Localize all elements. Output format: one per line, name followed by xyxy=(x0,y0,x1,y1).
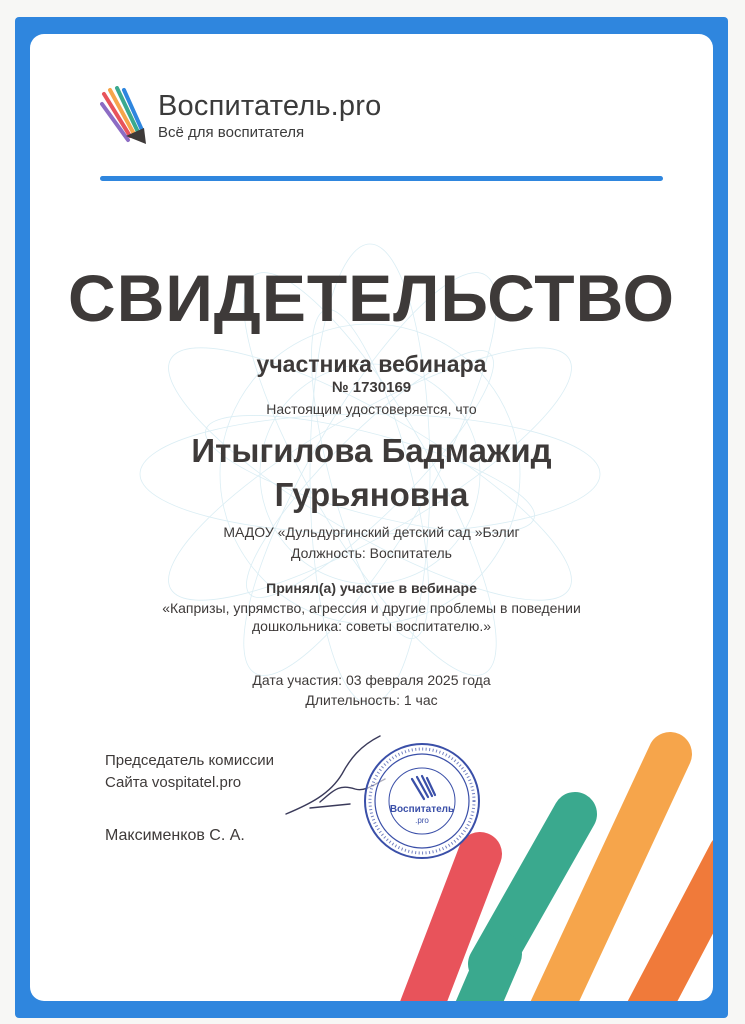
certificate-subtitle: участника вебинара xyxy=(256,351,487,377)
position: Должность: Воспитатель xyxy=(291,545,452,561)
brand-tagline: Всё для воспитателя xyxy=(158,124,305,141)
participation-heading: Принял(а) участие в вебинаре xyxy=(266,580,477,596)
signatory-role-line-2: Сайта vospitatel.pro xyxy=(105,774,242,791)
webinar-topic-line-2: дошкольника: советы воспитателю.» xyxy=(252,618,491,634)
participation-duration: Длительность: 1 час xyxy=(305,692,438,708)
organization: МАДОУ «Дульдургинский детский сад »Бэлиг xyxy=(223,524,520,540)
certifies-text: Настоящим удостоверяется, что xyxy=(266,401,477,417)
seal-center-text: Воспитатель xyxy=(389,804,455,815)
seal-center-subtext: .pro xyxy=(415,816,429,825)
certificate-number: № 1730169 xyxy=(331,379,412,396)
official-seal-icon xyxy=(362,741,482,861)
participation-date: Дата участия: 03 февраля 2025 года xyxy=(252,672,491,688)
certificate-border xyxy=(15,17,728,1018)
webinar-topic-line-1: «Капризы, упрямство, агрессия и другие проблемы в поведении xyxy=(162,600,581,616)
recipient-name-line-1: Итыгилова Бадмажид xyxy=(191,432,552,469)
signatory-role-line-1: Председатель комиссии xyxy=(105,752,274,769)
brand-name: Воспитатель.pro xyxy=(158,90,382,122)
recipient-name-line-2: Гурьяновна xyxy=(274,476,469,513)
certificate-sheet xyxy=(30,34,713,1001)
certificate-title: СВИДЕТЕЛЬСТВО xyxy=(68,261,675,335)
signatory-name: Максименков С. А. xyxy=(105,827,245,844)
